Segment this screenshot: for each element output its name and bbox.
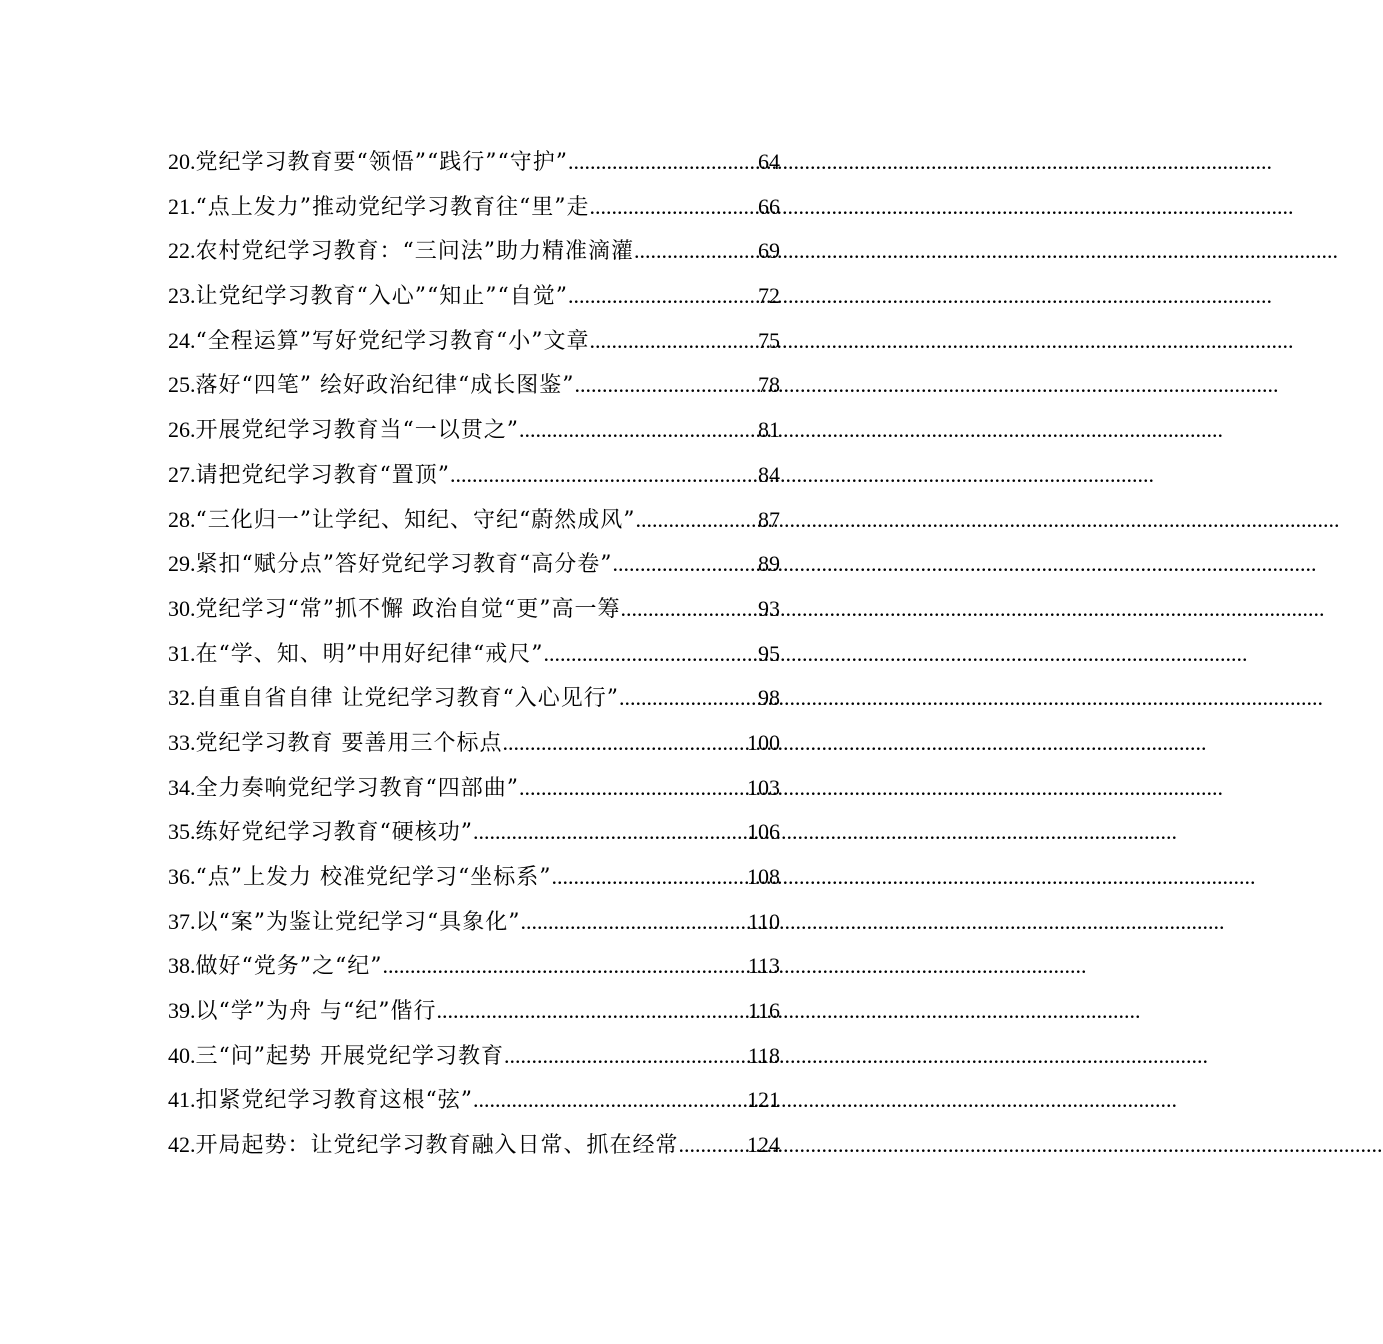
toc-dot-leader <box>519 766 747 811</box>
toc-entry-page: 108 <box>747 864 780 889</box>
toc-entry-page: 81 <box>758 417 780 443</box>
toc-entry[interactable] <box>168 229 780 274</box>
toc-entry[interactable] <box>168 900 780 945</box>
toc-dot-leader <box>473 810 747 855</box>
toc-entry-page: 110 <box>747 908 780 934</box>
toc-entry-number: 27. <box>168 461 196 487</box>
toc-entry[interactable] <box>168 766 780 811</box>
toc-entry-page: 64 <box>758 149 780 174</box>
toc-entry-number: 28. <box>168 506 196 532</box>
toc-entry[interactable] <box>168 1034 780 1079</box>
toc-entry-number: 32. <box>168 685 196 711</box>
toc-entry[interactable] <box>168 676 780 721</box>
toc-entry-title: 扣紧党纪学习教育这根“弦” <box>195 1088 473 1114</box>
toc-entry[interactable] <box>168 855 780 900</box>
toc-entry[interactable] <box>168 498 780 543</box>
toc-entry-page: 121 <box>747 1087 780 1113</box>
toc-entry-page: 95 <box>758 640 780 666</box>
toc-dot-leader <box>519 408 758 453</box>
toc-entry-number: 22. <box>168 238 196 264</box>
toc-entry-page: 84 <box>758 461 780 487</box>
toc-entry-page: 87 <box>758 506 780 532</box>
toc-entry-page: 103 <box>747 774 780 800</box>
toc-entry[interactable] <box>168 944 780 989</box>
toc-dot-leader <box>590 185 759 230</box>
toc-entry-title: 党纪学习“常”抓不懈 政治自觉“更”高一筹 <box>195 596 621 622</box>
toc-entry-title: 紧扣“赋分点”答好党纪学习教育“高分卷” <box>195 552 613 578</box>
toc-entry-page: 93 <box>758 595 780 621</box>
toc-entry-number: 21. <box>168 193 196 219</box>
toc-dot-leader <box>473 1078 747 1123</box>
toc-dot-leader <box>590 319 759 364</box>
toc-entry-page: 72 <box>758 283 780 309</box>
toc-entry-number: 31. <box>168 640 196 666</box>
toc-entry-page: 89 <box>758 551 780 577</box>
toc-dot-leader <box>521 900 748 945</box>
toc-entry-page: 100 <box>747 729 780 755</box>
toc-entry-number: 35. <box>168 819 196 845</box>
toc-entry-title: “点”上发力 校准党纪学习“坐标系” <box>195 865 552 890</box>
toc-dot-leader <box>679 1123 747 1168</box>
toc-entry-number: 34. <box>168 774 196 800</box>
toc-entry-title: 在“学、知、明”中用好纪律“戒尺” <box>195 641 544 667</box>
toc-entry-number: 37. <box>168 908 196 934</box>
toc-entry-number: 30. <box>168 595 196 621</box>
toc-dot-leader <box>619 676 758 721</box>
table-of-contents <box>168 140 780 1168</box>
toc-entry-page: 66 <box>758 193 780 219</box>
toc-entry-number: 26. <box>168 417 196 443</box>
toc-entry[interactable] <box>168 810 780 855</box>
toc-entry-number: 39. <box>168 998 196 1024</box>
toc-entry-title: 练好党纪学习教育“硬核功” <box>195 820 473 846</box>
toc-entry-number: 42. <box>168 1132 196 1158</box>
toc-entry[interactable] <box>168 989 780 1034</box>
toc-entry-number: 38. <box>168 953 196 979</box>
toc-entry[interactable] <box>168 1123 780 1168</box>
toc-entry-title: 自重自省自律 让党纪学习教育“入心见行” <box>195 686 619 712</box>
toc-entry[interactable] <box>168 587 780 632</box>
toc-entry[interactable] <box>168 1078 780 1123</box>
toc-entry-title: 请把党纪学习教育“置顶” <box>195 462 450 488</box>
toc-entry-title: 以“案”为鉴让党纪学习“具象化” <box>195 909 521 935</box>
toc-entry-page: 106 <box>747 819 780 845</box>
toc-dot-leader <box>568 274 758 319</box>
toc-entry[interactable] <box>168 542 780 587</box>
toc-entry-number: 24. <box>168 327 196 353</box>
toc-entry[interactable] <box>168 453 780 498</box>
toc-entry[interactable] <box>168 363 780 408</box>
toc-dot-leader <box>568 140 758 185</box>
toc-entry-title: 农村党纪学习教育：“三问法”助力精准滴灌 <box>195 239 634 265</box>
toc-entry-title: 做好“党务”之“纪” <box>195 954 383 980</box>
toc-entry-number: 36. <box>168 864 196 889</box>
toc-entry-number: 29. <box>168 551 196 577</box>
toc-dot-leader <box>634 229 758 274</box>
toc-entry-title: 党纪学习教育要“领悟”“践行”“守护” <box>195 150 568 175</box>
toc-entry[interactable] <box>168 721 780 766</box>
toc-entry[interactable] <box>168 140 780 185</box>
toc-dot-leader <box>436 989 747 1034</box>
toc-entry-title: 以“学”为舟 与“纪”偕行 <box>195 999 437 1025</box>
toc-entry-title: 让党纪学习教育“入心”“知止”“自觉” <box>195 284 568 310</box>
toc-entry-page: 124 <box>747 1132 780 1158</box>
toc-entry-number: 25. <box>168 372 196 398</box>
toc-entry-title: “全程运算”写好党纪学习教育“小”文章 <box>195 328 590 354</box>
toc-entry-title: 开局起势：让党纪学习教育融入日常、抓在经常 <box>195 1133 679 1159</box>
toc-dot-leader <box>636 498 759 543</box>
toc-dot-leader <box>383 944 748 989</box>
toc-entry[interactable] <box>168 274 780 319</box>
toc-entry-page: 69 <box>758 238 780 264</box>
toc-entry-title: “三化归一”让学纪、知纪、守纪“蔚然成风” <box>195 507 636 533</box>
toc-entry-number: 23. <box>168 283 196 309</box>
toc-dot-leader <box>551 855 747 900</box>
toc-entry-page: 118 <box>747 1042 780 1068</box>
toc-entry-title: 党纪学习教育 要善用三个标点 <box>195 730 503 756</box>
toc-entry-number: 33. <box>168 729 196 755</box>
toc-entry-number: 20. <box>168 149 196 174</box>
toc-entry-number: 41. <box>168 1087 196 1113</box>
toc-entry-page: 98 <box>758 685 780 711</box>
toc-entry-page: 75 <box>758 327 780 353</box>
toc-dot-leader <box>613 542 759 587</box>
toc-entry-title: “点上发力”推动党纪学习教育往“里”走 <box>195 194 590 220</box>
toc-entry-title: 全力奏响党纪学习教育“四部曲” <box>195 775 519 801</box>
toc-dot-leader <box>504 1034 748 1079</box>
toc-entry-page: 116 <box>747 998 780 1024</box>
toc-dot-leader <box>450 453 758 498</box>
toc-entry[interactable] <box>168 319 780 364</box>
toc-entry-title: 三“问”起势 开展党纪学习教育 <box>195 1043 504 1069</box>
toc-entry-number: 40. <box>168 1042 196 1068</box>
toc-entry[interactable] <box>168 185 780 230</box>
toc-entry-page: 113 <box>747 953 780 979</box>
toc-entry[interactable] <box>168 632 780 677</box>
toc-entry-title: 落好“四笔” 绘好政治纪律“成长图鉴” <box>195 373 575 399</box>
toc-entry-page: 78 <box>758 372 780 398</box>
toc-dot-leader <box>620 587 758 632</box>
toc-entry[interactable] <box>168 408 780 453</box>
toc-dot-leader <box>544 632 759 677</box>
toc-entry-title: 开展党纪学习教育当“一以贯之” <box>195 418 519 444</box>
toc-dot-leader <box>503 721 748 766</box>
toc-dot-leader <box>574 363 758 408</box>
